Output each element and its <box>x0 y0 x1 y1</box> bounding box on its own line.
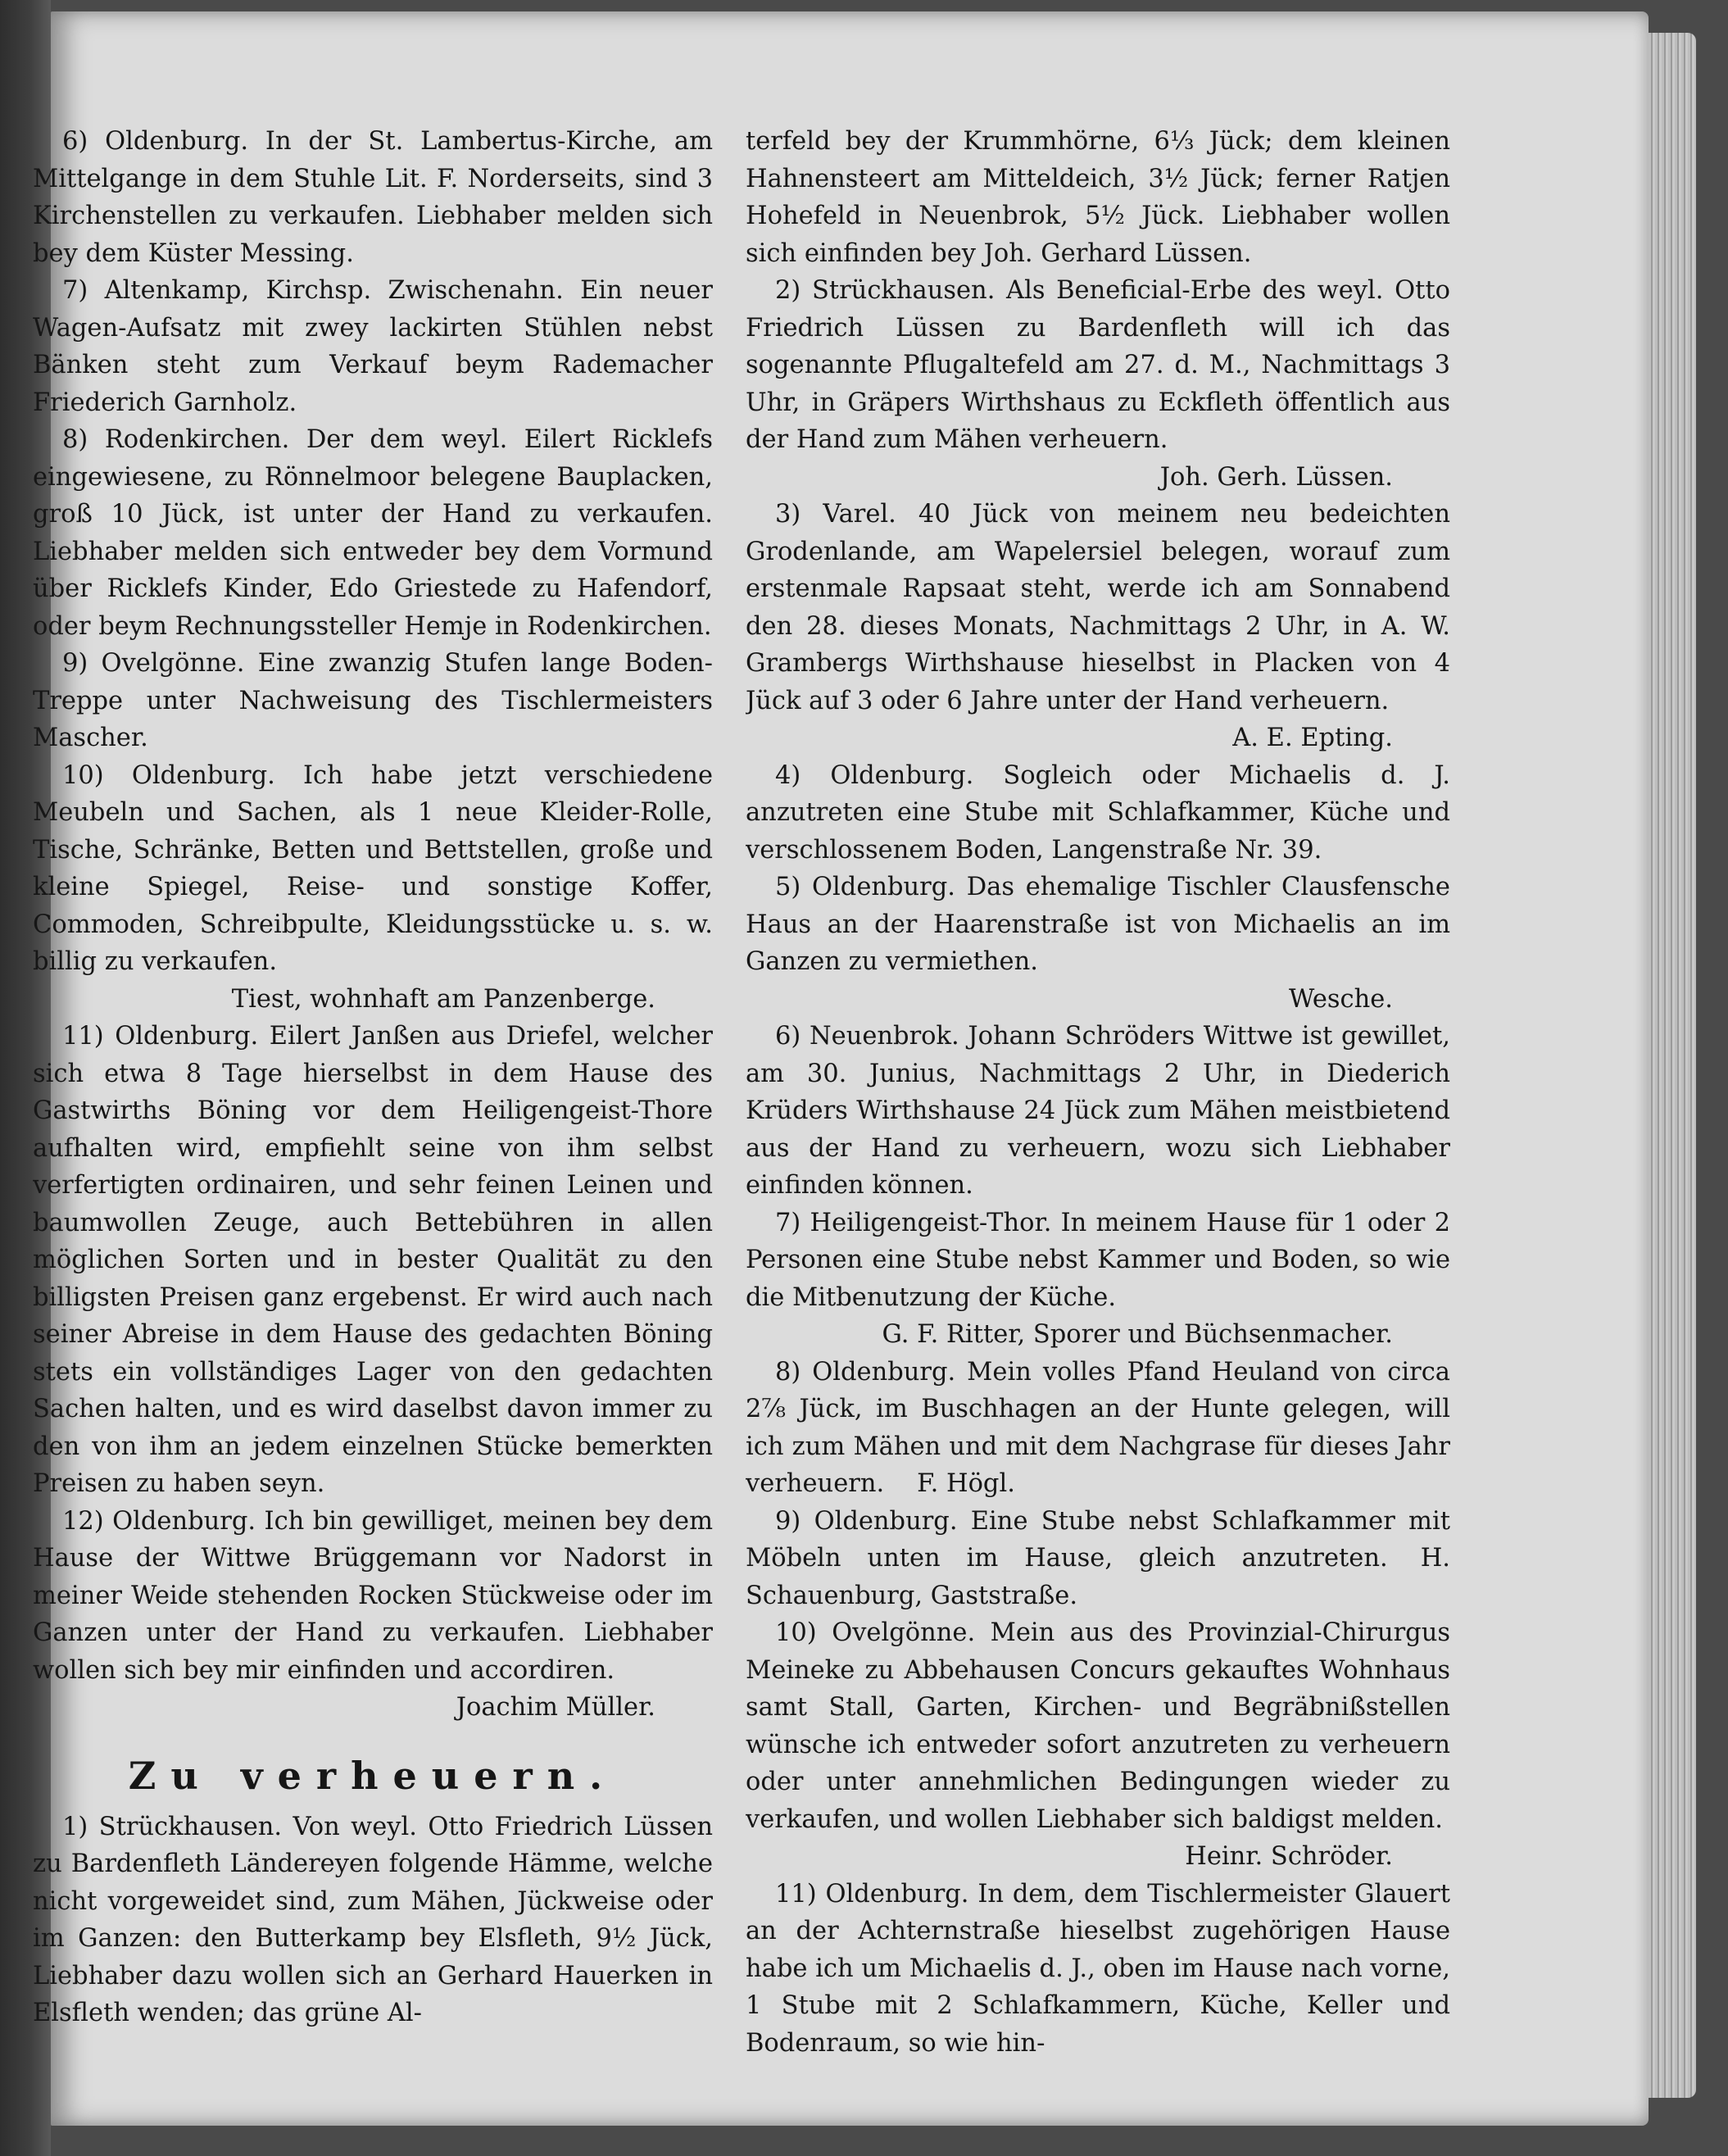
notice-text: 7) Heiligengeist-Thor. In meinem Hause für 1 oder 2 Personen eine Stube nebst Kammer und Boden, so wie die Mitbenutzung der Küche. <box>746 1208 1450 1312</box>
notice-signature: G. F. Ritter, Sporer und Büchsenmacher. <box>882 1320 1393 1349</box>
notice-entry <box>33 757 713 981</box>
notice-entry <box>33 421 713 645</box>
notice-entry <box>33 123 713 272</box>
notice-signature: Wesche. <box>1288 984 1393 1014</box>
notice-entry <box>33 1018 713 1503</box>
notice-text: 10) Oldenburg. Ich habe jetzt verschiedene Meubeln und Sachen, als 1 neue Kleider-Rolle, Tische, Schränke, Betten und Bettstellen, große und kleine Spiegel, Reise- und sonstige Koffer, Commoden, Schreibpulte, Kleidungsstücke u. s. w. billig zu verkaufen. <box>33 760 713 976</box>
notice-entry <box>33 645 713 757</box>
right-entries <box>746 123 1450 2062</box>
notice-entry <box>746 1503 1450 1615</box>
left-entries-before <box>33 123 713 1727</box>
notice-entry <box>746 1018 1450 1205</box>
notice-entry <box>746 496 1450 719</box>
notice-text: 12) Oldenburg. Ich bin gewilliget, meinen bey dem Hause der Wittwe Brüggemann vor Nadorst in meiner Weide stehenden Rocken Stückweise oder im Ganzen unter der Hand zu verkaufen. Liebhaber wollen sich bey mir einfinden und accordiren. <box>33 1506 713 1685</box>
notice-signature: Heinr. Schröder. <box>1185 1842 1393 1871</box>
notice-text: 10) Ovelgönne. Mein aus des Provinzial-Chirurgus Meineke zu Abbehausen Concurs gekauftes Wohnhaus samt Stall, Garten, Kirchen- und Begräbnißstellen wünsche ich entweder sofort anzutreten zu verheuern oder unter annehmlichen Bedingungen wieder zu verkaufen, und wollen Liebhaber sich baldigst melden. <box>746 1618 1450 1834</box>
notice-entry <box>33 1809 713 2032</box>
notice-text: 6) Neuenbrok. Johann Schröders Wittwe ist gewillet, am 30. Junius, Nachmittags 2 Uhr, in Diederich Krüders Wirthshause 24 Jück zum Mähen meistbietend aus der Hand zu verheuern, wozu sich Liebhaber einfinden können. <box>746 1022 1450 1200</box>
notice-entry <box>746 1354 1450 1503</box>
notice-entry <box>33 272 713 421</box>
notice-signature: Tiest, wohnhaft am Panzenberge. <box>231 984 655 1014</box>
notice-text: 9) Ovelgönne. Eine zwanzig Stufen lange Boden-Treppe unter Nachweisung des Tischlermeisters Mascher. <box>33 649 713 752</box>
notice-signature: A. E. Epting. <box>1232 724 1393 752</box>
notice-text: 11) Oldenburg. Eilert Janßen aus Driefel, welcher sich etwa 8 Tage hierselbst in dem Hause des Gastwirths Böning vor dem Heiligengeist-Thore aufhalten wird, empfiehlt seine von ihm selbst verfertigten ordinairen, und sehr feinen Leinen und baumwollen Zeuge, auch Bettebühren in allen möglichen Sorten und in bester Qualität zu den billigsten Preisen ganz ergebenst. Er wird auch nach seiner Abreise in dem Hause des gedachten Böning stets ein vollständiges Lager von den gedachten Sachen halten, und es wird daselbst davon immer zu den von ihm an jedem einzelnen Stücke bemerkten Preisen zu haben seyn. <box>33 1022 713 1498</box>
page-edges <box>1649 33 1696 2098</box>
notice-entry <box>746 757 1450 869</box>
notice-text: 6) Oldenburg. In der St. Lambertus-Kirche, am Mittelgange in dem Stuhle Lit. F. Norderseits, sind 3 Kirchenstellen zu verkaufen. Liebhaber melden sich bey dem Küster Messing. <box>33 127 713 268</box>
notice-text: 5) Oldenburg. Das ehemalige Tischler Clausfensche Haus an der Haarenstraße ist von Michaelis an im Ganzen zu vermiethen. <box>746 873 1450 976</box>
notice-entry <box>746 123 1450 272</box>
notice-text: terfeld bey der Krummhörne, 6⅓ Jück; dem kleinen Hahnensteert am Mitteldeich, 3½ Jück; ferner Ratjen Hohefeld in Neuenbrok, 5½ Jück. Liebhaber wollen sich einfinden bey Joh. Gerhard Lüssen. <box>746 127 1450 268</box>
notice-text: 4) Oldenburg. Sogleich oder Michaelis d. J. anzutreten eine Stube mit Schlafkammer, Küche und verschlossenem Boden, Langenstraße Nr. 39. <box>746 760 1450 865</box>
notice-text: 11) Oldenburg. In dem, dem Tischlermeister Glauert an der Achternstraße hieselbst zugehörigen Hause habe ich um Michaelis d. J., oben im Hause nach vorne, 1 Stube mit 2 Schlafkammern, Küche, Keller und Bodenraum, so wie hin- <box>746 1879 1450 2058</box>
notice-signature: Joachim Müller. <box>456 1693 655 1722</box>
notice-signature: F. Högl. <box>917 1469 1015 1498</box>
notice-entry <box>33 1503 713 1690</box>
notice-text: 8) Rodenkirchen. Der dem weyl. Eilert Ricklefs eingewiesene, zu Rönnelmoor belegene Bauplacken, groß 10 Jück, ist unter der Hand zu verkaufen. Liebhaber melden sich entweder bey dem Vormund über Ricklefs Kinder, Edo Griestede zu Hafendorf, oder beym Rechnungssteller Hemje in Rodenkirchen. <box>33 425 713 641</box>
left-entries-after <box>33 1809 713 2032</box>
notice-entry <box>746 1614 1450 1838</box>
left-column <box>33 123 713 2090</box>
notice-signature: H. Schauenburg, Gaststraße. <box>746 1544 1450 1610</box>
notice-text: 7) Altenkamp, Kirchsp. Zwischenahn. Ein neuer Wagen-Aufsatz mit zwey lackirten Stühlen nebst Bänken steht zum Verkauf beym Rademacher Friederich Garnholz. <box>33 276 713 417</box>
notice-text: 8) Oldenburg. Mein volles Pfand Heuland von circa 2⅞ Jück, im Buschhagen an der Hunte gelegen, will ich zum Mähen und mit dem Nachgrase für dieses Jahr verheuern. <box>746 1357 1450 1498</box>
notice-signature: Joh. Gerh. Lüssen. <box>1159 462 1393 492</box>
section-heading: Zu verheuern. <box>128 1753 618 1798</box>
notice-entry <box>746 272 1450 459</box>
notice-entry <box>746 1205 1450 1317</box>
notice-entry <box>746 869 1450 981</box>
notice-text: 3) Varel. 40 Jück von meinem neu bedeichten Grodenlande, am Wapelersiel belegen, worauf zum erstenmale Rapsaat steht, werde ich am Sonnabend den 28. dieses Monats, Nachmittags 2 Uhr, in A. W. Grambergs Wirthshause hieselbst in Placken von 4 Jück auf 3 oder 6 Jahre unter der Hand verheuern. <box>746 500 1450 715</box>
right-column <box>746 123 1450 2090</box>
notice-text: 2) Strückhausen. Als Beneficial-Erbe des weyl. Otto Friedrich Lüssen zu Bardenfleth will ich das sogenannte Pflugaltefeld am 27. d. M., Nachmittags 3 Uhr, in Gräpers Wirthshaus zu Eckfleth öffentlich aus der Hand zum Mähen verheuern. <box>746 276 1450 454</box>
notice-entry <box>746 1876 1450 2063</box>
notice-text: 1) Strückhausen. Von weyl. Otto Friedrich Lüssen zu Bardenfleth Ländereyen folgende Hämme, welche nicht vorgeweidet sind, zum Mähen, Jückweise oder im Ganzen: den Butterkamp bey Elsfleth, 9½ Jück, Liebhaber dazu wollen sich an Gerhard Hauerken in Elsfleth wenden; das grüne Al- <box>33 1812 713 2027</box>
notice-text: 9) Oldenburg. Eine Stube nebst Schlafkammer mit Möbeln unten im Hause, gleich anzutreten. <box>746 1506 1450 1573</box>
